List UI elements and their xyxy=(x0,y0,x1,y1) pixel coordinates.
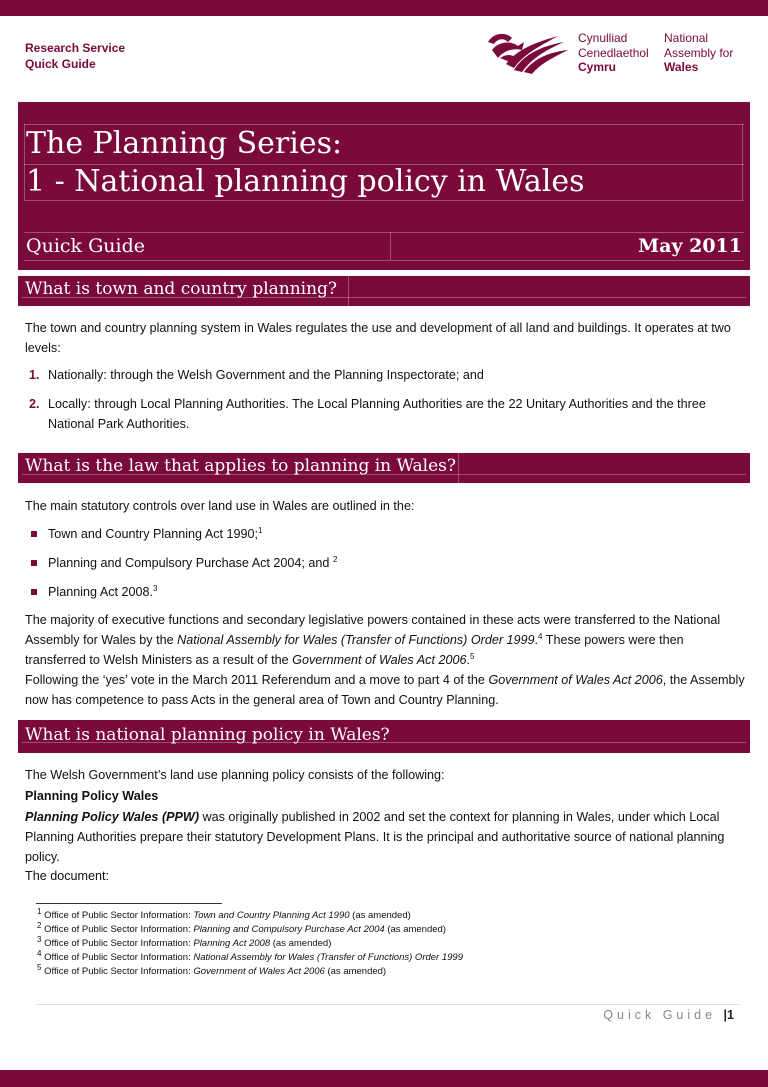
logo-welsh-line-1: Cynulliad xyxy=(578,31,628,45)
logo-english-line-3: Wales xyxy=(664,60,699,74)
footnote-item: $^4$ Office of Public Sector Information: National Assembly for Wales (Transfer of Functions) Order 1999 xyxy=(37,948,463,963)
logo-english-text xyxy=(664,31,733,75)
bullet-item: Planning and Compulsory Purchase Act 2004; and $^2$ xyxy=(48,554,338,570)
quick-guide-label: Quick Guide xyxy=(26,235,145,257)
section-header-national-policy xyxy=(18,720,750,753)
logo-english-line-1: National xyxy=(664,31,709,45)
footnote-item: $^3$ Office of Public Sector Information: Planning Act 2008 (as amended) xyxy=(37,934,332,949)
page-number: 1 xyxy=(727,1008,734,1022)
bullet-icon xyxy=(31,531,37,537)
list-item-number: 2. xyxy=(29,397,40,411)
section3-ppw-paragraph: Planning Policy Wales (PPW) was originally published in 2002 and set the context for planning in Wales, under which Local Planning Authorities prepare their statutory Development Plans. It is the principal and authoritative source of national planning policy. xyxy=(25,810,725,864)
assembly-logo xyxy=(484,28,748,80)
page-footer xyxy=(603,1008,734,1022)
section3-intro: The Welsh Government’s land use planning policy consists of the following: xyxy=(25,768,445,782)
publication-date: May 2011 xyxy=(638,235,742,257)
page-title xyxy=(26,125,585,201)
title-line-2: 1 - National planning policy in Wales xyxy=(26,164,585,199)
list-item-text: Nationally: through the Welsh Government and the Planning Inspectorate; and xyxy=(48,368,484,382)
dragon-logo-icon xyxy=(484,28,572,78)
service-name: Research Service xyxy=(25,41,126,55)
guide-type: Quick Guide xyxy=(25,57,96,71)
title-band xyxy=(18,102,750,270)
list-item-text: Locally: through Local Planning Authorities. The Local Planning Authorities are the 22 Unitary Authorities and the three National Park Authorities. xyxy=(48,397,706,431)
logo-welsh-line-2: Cenedlaethol xyxy=(578,45,649,60)
footnote-divider xyxy=(36,903,222,904)
footer-separator: | xyxy=(723,1008,728,1022)
bullet-icon xyxy=(31,589,37,595)
section1-intro: The town and country planning system in Wales regulates the use and development of all land and buildings. It operates at two levels: xyxy=(25,321,731,355)
list-item-number: 1. xyxy=(29,368,40,382)
top-banner xyxy=(0,0,768,16)
section-header-planning-law xyxy=(18,453,750,483)
logo-welsh-line-3: Cymru xyxy=(578,60,617,74)
footer-divider xyxy=(36,1004,740,1005)
footnote-item: $^1$ Office of Public Sector Information: Town and Country Planning Act 1990 (as amended) xyxy=(37,906,411,921)
bullet-item: Town and Country Planning Act 1990;$^1$ xyxy=(48,525,263,541)
section-header-town-country-planning xyxy=(18,276,750,306)
bullet-item: Planning Act 2008.$^3$ xyxy=(48,583,158,599)
title-line-1: The Planning Series: xyxy=(26,126,343,161)
header-service xyxy=(25,40,125,72)
footnote-item: $^5$ Office of Public Sector Information: Government of Wales Act 2006 (as amended) xyxy=(37,962,387,977)
footer-label: Quick Guide xyxy=(603,1008,717,1022)
section-heading: What is national planning policy in Wales? xyxy=(25,725,390,745)
section2-paragraph-transfer: The majority of executive functions and secondary legislative powers contained in these acts were transferred to the National Assembly for Wales by the National Assembly for Wales (Transfer of Functions) Order 1999.$^4$ These powers were then transferred to Welsh Ministers as a result of the Government of Wales Act 2006.$^5$ xyxy=(25,613,721,667)
bottom-banner xyxy=(0,1070,768,1087)
section2-intro: The main statutory controls over land use in Wales are outlined in the: xyxy=(25,499,415,513)
section-heading: What is the law that applies to planning in Wales? xyxy=(25,456,456,476)
logo-welsh-text xyxy=(578,31,649,75)
bullet-icon xyxy=(31,560,37,566)
section-heading: What is town and country planning? xyxy=(25,279,338,299)
footnote-item: $^2$ Office of Public Sector Information: Planning and Compulsory Purchase Act 2004 (as amended) xyxy=(37,920,446,935)
section3-document-label: The document: xyxy=(25,869,110,883)
section2-paragraph-referendum: Following the ‘yes’ vote in the March 2011 Referendum and a move to part 4 of the Government of Wales Act 2006, the Assembly now has competence to pass Acts in the general area of Town and Country Planning. xyxy=(25,673,745,707)
section3-subheading: Planning Policy Wales xyxy=(25,789,159,803)
logo-english-line-2: Assembly for xyxy=(664,45,734,60)
